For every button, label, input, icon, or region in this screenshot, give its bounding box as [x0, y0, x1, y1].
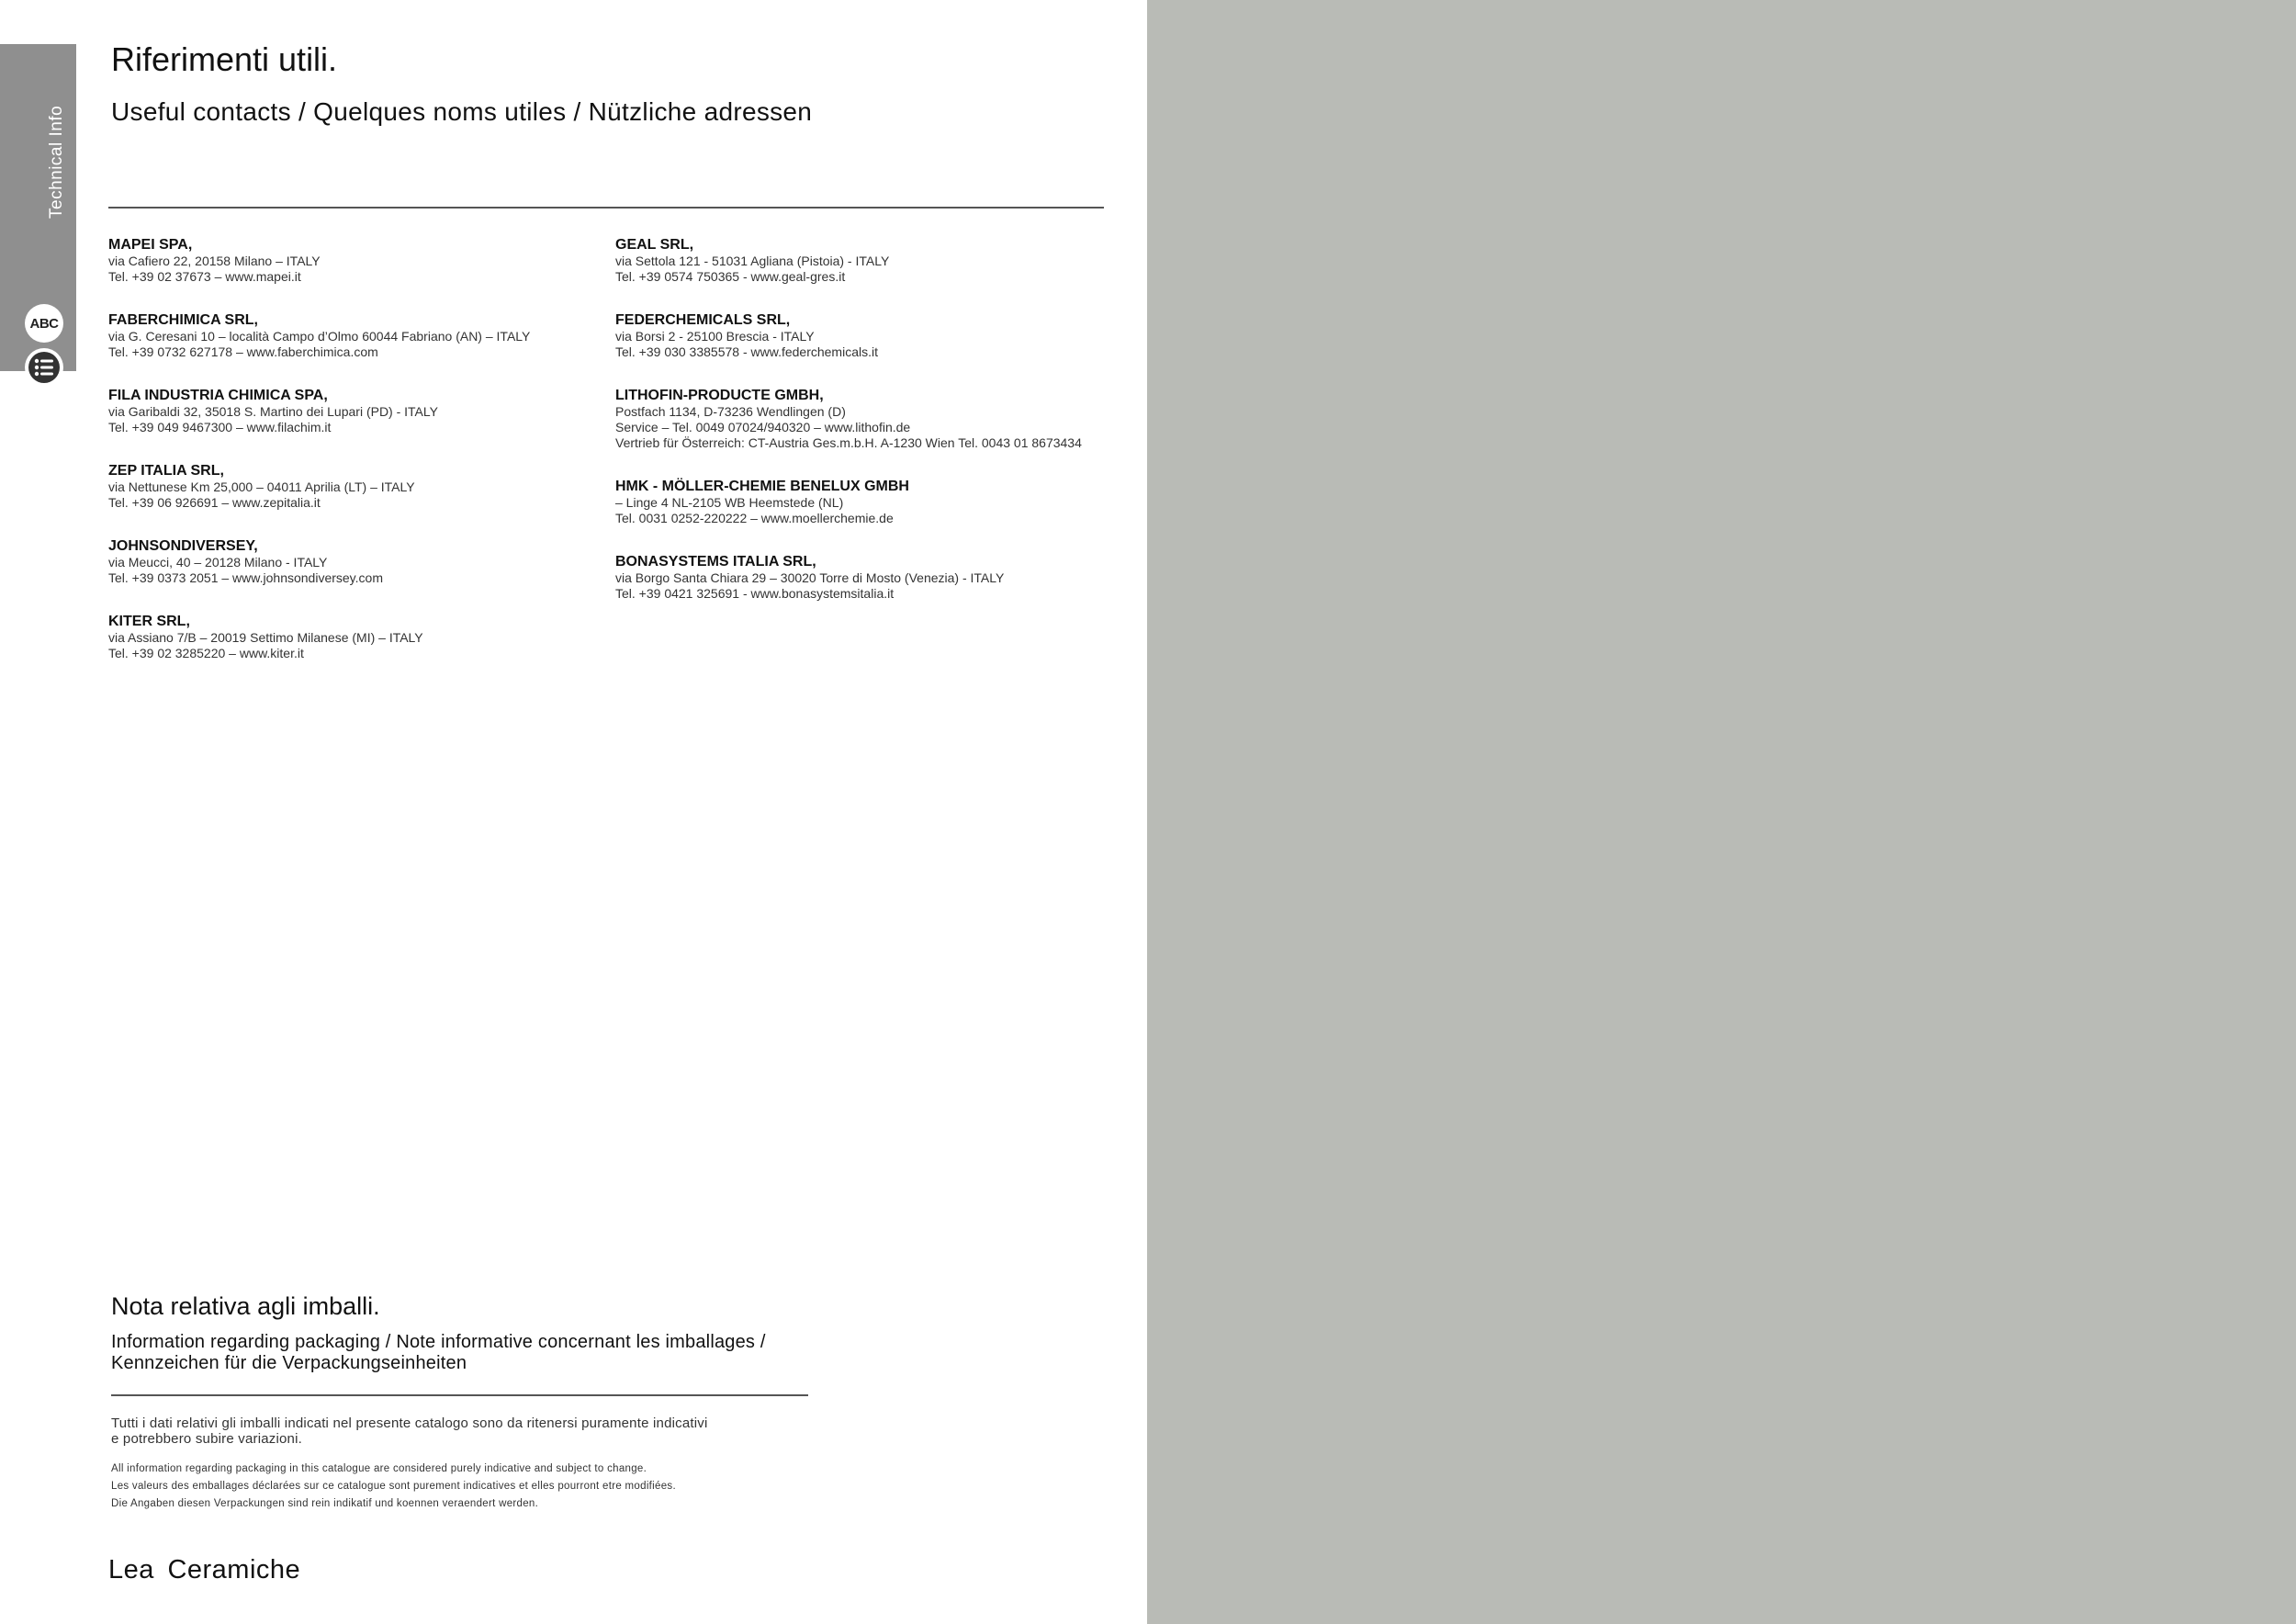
packaging-note-fr: Les valeurs des emballages déclarées sur ce catalogue sont purement indicatives et elles pourront etre modifiées. — [111, 1481, 676, 1492]
page-title: Riferimenti utili. — [111, 40, 338, 78]
contact-name: HMK - MÖLLER-CHEMIE BENELUX GMBH — [615, 479, 909, 494]
contact-line: via Borsi 2 - 25100 Brescia - ITALY — [615, 329, 815, 344]
packaging-subtitle — [111, 1332, 809, 1374]
packaging-subtitle-line: Kennzeichen für die Verpackungseinheiten — [111, 1353, 467, 1373]
contacts-left-column — [108, 237, 530, 689]
contact-line: via Settola 121 - 51031 Agliana (Pistoia) - ITALY — [615, 254, 890, 268]
packaging-note-line: Tutti i dati relativi gli imballi indicati nel presente catalogo sono da ritenersi puramente indicativi — [111, 1415, 708, 1431]
contact-line: Tel. +39 0574 750365 - www.geal-gres.it — [615, 269, 846, 284]
abc-icon[interactable] — [25, 304, 63, 343]
contact-entry — [108, 538, 530, 614]
contact-line: Tel. +39 06 926691 – www.zepitalia.it — [108, 495, 321, 510]
contact-entry — [615, 237, 1082, 312]
contacts-right-column — [615, 237, 1082, 629]
right-gray-panel — [1147, 0, 2296, 1624]
contact-name: LITHOFIN-PRODUCTE GMBH, — [615, 388, 824, 403]
contact-line: via Meucci, 40 – 20128 Milano - ITALY — [108, 555, 328, 570]
contact-name: JOHNSONDIVERSEY, — [108, 538, 258, 554]
contact-line: Tel. +39 0421 325691 - www.bonasystemsitalia.it — [615, 586, 895, 601]
abc-icon-label: ABC — [29, 315, 59, 332]
contact-entry — [108, 312, 530, 388]
packaging-title: Nota relativa agli imballi. — [111, 1292, 380, 1320]
contact-line: Tel. +39 02 37673 – www.mapei.it — [108, 269, 301, 284]
list-icon[interactable] — [25, 348, 63, 387]
contact-entry — [108, 614, 530, 689]
contact-name: FABERCHIMICA SRL, — [108, 312, 258, 328]
packaging-note-en: All information regarding packaging in this catalogue are considered purely indicative and subject to change. — [111, 1463, 647, 1474]
contact-line: Tel. +39 030 3385578 - www.federchemicals.it — [615, 344, 878, 359]
contact-entry — [615, 388, 1082, 479]
divider-bottom — [111, 1394, 808, 1396]
packaging-subtitle-line: Information regarding packaging / Note informative concernant les imballages / — [111, 1332, 766, 1352]
contact-entry — [108, 463, 530, 538]
side-tab[interactable] — [0, 44, 76, 371]
contact-line: via Garibaldi 32, 35018 S. Martino dei Lupari (PD) - ITALY — [108, 404, 438, 419]
side-tab-label: Technical Info — [47, 105, 66, 219]
contact-line: Tel. +39 0732 627178 – www.faberchimica.com — [108, 344, 378, 359]
contact-line: Vertrieb für Österreich: CT-Austria Ges.m.b.H. A-1230 Wien Tel. 0043 01 8673434 — [615, 435, 1082, 450]
contact-name: FEDERCHEMICALS SRL, — [615, 312, 791, 328]
list-icon-graphic — [25, 348, 63, 387]
contact-entry — [615, 479, 1082, 554]
brand-logo: Lea Ceramiche — [108, 1555, 301, 1585]
contact-name: BONASYSTEMS ITALIA SRL, — [615, 554, 816, 570]
page-subtitle: Useful contacts / Quelques noms utiles / Nützliche adressen — [111, 97, 813, 126]
contact-line: via G. Ceresani 10 – località Campo d’Olmo 60044 Fabriano (AN) – ITALY — [108, 329, 531, 344]
contact-entry — [108, 237, 530, 312]
contact-line: Service – Tel. 0049 07024/940320 – www.lithofin.de — [615, 420, 911, 434]
divider-top — [108, 207, 1104, 209]
packaging-note-line: e potrebbero subire variazioni. — [111, 1431, 302, 1447]
packaging-note-it — [111, 1415, 809, 1447]
contact-line: Tel. +39 0373 2051 – www.johnsondiversey.com — [108, 570, 383, 585]
contact-name: MAPEI SPA, — [108, 237, 193, 253]
contact-entry — [108, 388, 530, 463]
contact-line: Tel. +39 02 3285220 – www.kiter.it — [108, 646, 304, 660]
contact-name: KITER SRL, — [108, 614, 190, 629]
contact-name: FILA INDUSTRIA CHIMICA SPA, — [108, 388, 328, 403]
contact-line: Tel. +39 049 9467300 – www.filachim.it — [108, 420, 332, 434]
contact-line: via Cafiero 22, 20158 Milano – ITALY — [108, 254, 321, 268]
contact-entry — [615, 312, 1082, 388]
contact-line: Tel. 0031 0252-220222 – www.moellerchemie.de — [615, 511, 894, 525]
contact-entry — [615, 554, 1082, 629]
contact-line: via Borgo Santa Chiara 29 – 30020 Torre di Mosto (Venezia) - ITALY — [615, 570, 1005, 585]
contact-line: via Assiano 7/B – 20019 Settimo Milanese (MI) – ITALY — [108, 630, 423, 645]
contact-name: GEAL SRL, — [615, 237, 694, 253]
contact-name: ZEP ITALIA SRL, — [108, 463, 224, 479]
contact-line: Postfach 1134, D-73236 Wendlingen (D) — [615, 404, 846, 419]
packaging-note-de: Die Angaben diesen Verpackungen sind rein indikatif und koennen veraendert werden. — [111, 1498, 539, 1509]
contact-line: – Linge 4 NL-2105 WB Heemstede (NL) — [615, 495, 844, 510]
contact-line: via Nettunese Km 25,000 – 04011 Aprilia (LT) – ITALY — [108, 479, 415, 494]
